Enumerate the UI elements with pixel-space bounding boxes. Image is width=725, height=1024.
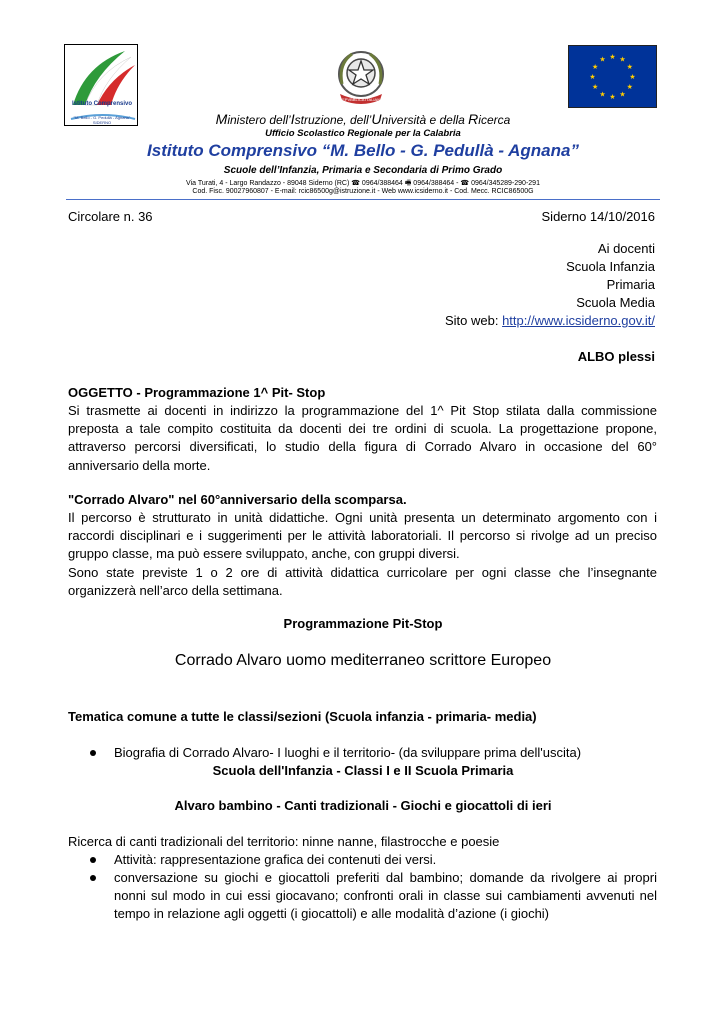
eu-star-icon: ★ [589, 74, 596, 81]
oggetto-heading: OGGETTO - Programmazione 1^ Pit- Stop [68, 385, 326, 400]
paragraph-line: Sono state previste 1 o 2 ore di attività didattica curricolare per ogni classe che l’insegnante [68, 564, 657, 580]
bullet-icon [90, 857, 96, 863]
italian-republic-emblem-icon [330, 44, 392, 110]
circolare-number: Circolare n. 36 [68, 209, 153, 224]
paragraph-line: anniversario della morte. [68, 457, 211, 473]
eu-star-icon: ★ [599, 56, 606, 64]
eu-star-icon: ★ [599, 91, 606, 99]
eu-star-icon: ★ [629, 74, 636, 81]
recipient-line: Scuola Infanzia [566, 259, 655, 274]
bullet-icon [90, 750, 96, 756]
bullet-icon [90, 875, 96, 881]
website-line [445, 312, 655, 330]
school-codes: Cod. Fisc. 90027960807 - E-mail: rcic86500g@istruzione.it - Web www.icsiderno.it - Cod. Mecc. RCIC86500G [192, 188, 534, 195]
programmazione-title: Programmazione Pit-Stop [283, 616, 443, 631]
bullet-text: nonni sul modo in cui essi giocavano; confronti orali in classe sui cambiamenti avvenuti nel [114, 888, 657, 903]
eu-star-icon: ★ [619, 91, 626, 99]
section-title: Alvaro bambino - Canti tradizionali - Giochi e giocattoli di ieri [174, 798, 552, 813]
paragraph-line: gruppo classe, ma può essere sviluppato, anche, con gruppi diversi. [68, 546, 460, 562]
place-date: Siderno 14/10/2016 [541, 209, 655, 224]
bullet-text: Biografia di Corrado Alvaro- I luoghi e il territorio- (da sviluppare prima dell'uscita) [114, 745, 582, 760]
eu-star-icon: ★ [609, 54, 616, 61]
subheading-anniversary: "Corrado Alvaro" nel 60°anniversario della scomparsa. [68, 492, 407, 507]
emblem-ribbon-text: REPVBBLICA ITALIANA [339, 97, 383, 102]
tematica-heading: Tematica comune a tutte le classi/sezioni (Scuola infanzia - primaria- media) [68, 709, 537, 724]
recipient-line: Ai docenti [597, 241, 655, 256]
school-logo-subtext: "M. Bello - G. Pedullà - Agnana" SIDERNO [73, 115, 131, 125]
header-divider [66, 199, 660, 200]
paragraph-line: organizzerà nell’arco della settimana. [68, 582, 283, 598]
eu-star-icon: ★ [619, 56, 626, 64]
ricerca-line: Ricerca di canti tradizionali del territorio: ninne nanne, filastrocche e poesie [68, 834, 500, 849]
paragraph-line: Si trasmette ai docenti in indirizzo la programmazione del 1^ Pit Stop stilata dalla commissione [68, 403, 657, 418]
eu-star-icon: ★ [626, 64, 633, 71]
website-link[interactable]: http://www.icsiderno.gov.it/ [502, 313, 655, 328]
intro-paragraph [68, 402, 657, 475]
school-address: Via Turati, 4 - Largo Randazzo - 89048 Siderno (RC) ☎ 0964/388464 🖷 0964/388464 - ☎ 0964/345289-290-291 [186, 180, 540, 187]
recipient-line: Primaria [606, 277, 655, 292]
albo-plessi: ALBO plessi [577, 349, 655, 364]
recipient-line: Scuola Media [576, 295, 655, 310]
school-types: Scuole dell’Infanzia, Primaria e Secondaria di Primo Grado [223, 165, 503, 176]
paragraph-line: raccordi disciplinari e i suggerimenti per le attività laboratoriali. Il percorso si rivolge ad un preciso [68, 528, 657, 544]
percorso-paragraph [68, 509, 657, 600]
website-label: Sito web: [444, 313, 503, 328]
eu-star-icon: ★ [592, 84, 599, 91]
eu-star-icon: ★ [626, 84, 633, 91]
eu-flag-icon [568, 45, 657, 108]
bullet-text: conversazione su giochi e giocattoli preferiti dal bambino; domande da rivolgere ai propri [114, 870, 657, 885]
eu-star-icon: ★ [609, 94, 616, 101]
paragraph-line: preposta a tale compito costituita da docenti dei tre ordini di scuola. La progettazione propone, [68, 421, 657, 437]
paragraph-line: Il percorso è strutturato in unità didattiche. Ogni unità presenta un determinato argomento con i [68, 510, 657, 525]
main-title: Corrado Alvaro uomo mediterraneo scrittore Europeo [174, 652, 552, 669]
eu-star-icon: ★ [592, 64, 599, 71]
bullet-text: tempo in relazione agli oggetti (i giocattoli) e alle modalità d’azione (i giochi) [114, 906, 550, 921]
school-logo-text: Istituto Comprensivo [71, 101, 132, 107]
ministry-line: Ministero dell’Istruzione, dell’Università e della Ricerca [215, 111, 511, 127]
institute-name: Istituto Comprensivo “M. Bello - G. Pedullà - Agnana” [147, 141, 579, 160]
bullet-text: Attività: rappresentazione grafica dei contenuti dei versi. [114, 852, 437, 867]
paragraph-line: attraverso percorsi diversificati, lo studio della figura di Corrado Alvaro in occasione del 60° [68, 439, 657, 455]
regional-office: Ufficio Scolastico Regionale per la Calabria [265, 128, 461, 139]
classes-heading: Scuola dell'Infanzia - Classi I e II Scuola Primaria [212, 763, 514, 778]
